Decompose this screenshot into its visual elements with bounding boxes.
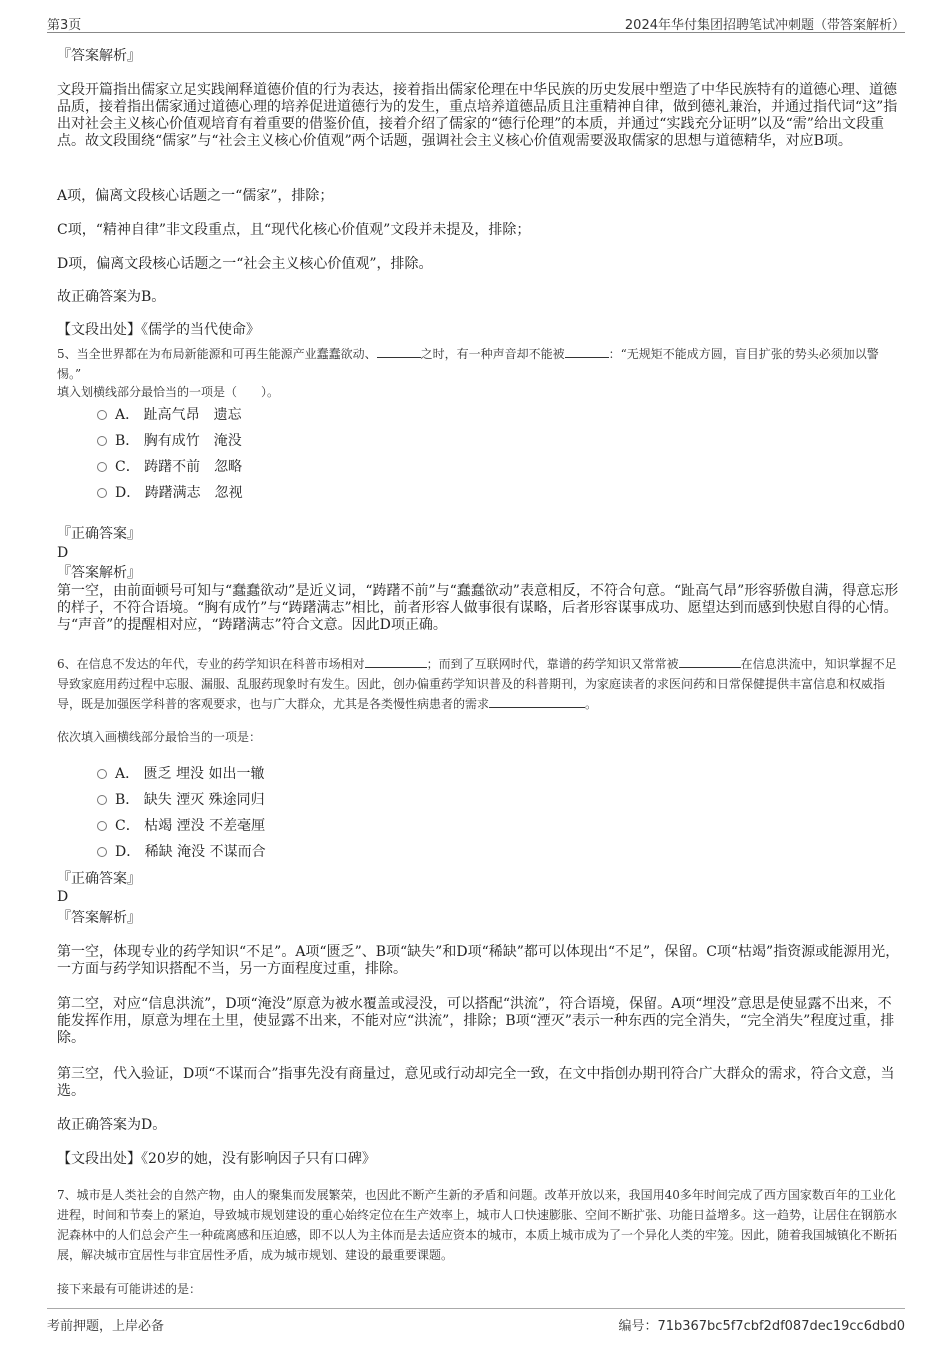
question-6-analysis-label: 『答案解析』 (57, 910, 141, 926)
question-6-instruction: 依次填入画横线部分最恰当的一项是： (57, 730, 262, 744)
question-7-stem: 7、城市是人类社会的自然产物，由人的聚集而发展繁荣，也因此不断产生新的矛盾和问题。改革开放以来，我国用40多年时间完成了西方国家数百年的工业化进程，时间和节奏上的紧迫，导致城市规划建设的重心始终定位在生产效率上，城市人口快速膨胀、空间不断扩张、功能日益增多。这一趋势，让居住在钢筋水泥森林中的人们总会产生一种疏离感和压迫感，即不以人为主体而是去适应资本的城市，本质上城市成为了一个异化人类的牢笼。因此，随着我国城镇化不断拓展，解决城市宜居性与非宜居性矛盾，成为城市规划、建设的最重要课题。 (57, 1188, 898, 1262)
question-5-option-c[interactable]: C． 踌躇不前 忽略 (97, 459, 242, 476)
question-5-instruction: 填入划横线部分最恰当的一项是（ ）。 (57, 385, 280, 399)
question-6-analysis-para-2: 第二空，对应“信息洪流”，D项“淹没”原意为被水覆盖或浸没，可以搭配“洪流”，符合语境，保留。A项“埋没”意思是使显露不出来，不能发挥作用，原意为埋在土里，使显露不出来，不能对应“洪流”，排除；B项“湮灭”表示一种东西的完全消失，“完全消失”程度过重，排除。 (57, 996, 895, 1046)
page-number: 第3页 (47, 18, 82, 33)
radio-icon[interactable] (97, 436, 107, 446)
analysis-label: 『答案解析』 (57, 48, 141, 64)
question-6-stem: 6、在信息不发达的年代，专业的药学知识在科普市场相对 ；而到了互联网时代，靠谱的药学知识又常常被 在信息洪流中，知识掌握不足导致家庭用药过程中忘服、漏服、乱服药现象时有发生。因此，创办偏重药学知识普及的科普期刊，为家庭读者的求医问药和日常保健提供丰富信息和权威指导，既是加强医学科普的客观要求，也与广大群众，尤其是各类慢性病患者的需求 。 (57, 657, 897, 711)
question-6-source: 【文段出处】《20岁的她，没有影响因子只有口碑》 (57, 1151, 376, 1167)
radio-icon[interactable] (97, 462, 107, 472)
question-6-answer: D (57, 889, 69, 905)
page-footer (47, 1308, 905, 1335)
question-6-option-b[interactable]: B． 缺失 湮灭 殊途同归 (97, 792, 265, 809)
radio-icon[interactable] (97, 795, 107, 805)
page-header (47, 10, 905, 33)
question-5-option-b[interactable]: B． 胸有成竹 淹没 (97, 433, 242, 450)
radio-icon[interactable] (97, 821, 107, 831)
question-5-stem: 5、当全世界都在为布局新能源和可再生能源产业蠢蠢欲动、 之时，有一种声音却不能被 ：“无规矩不能成方圆，盲目扩张的势头必须加以警惕。” (57, 347, 879, 381)
analysis-option-c: C项，“精神自律”非文段重点，且“现代化核心价值观”文段并未提及，排除； (57, 222, 531, 238)
question-5-analysis-label: 『答案解析』 (57, 565, 141, 581)
question-6-option-c[interactable]: C． 枯竭 湮没 不差毫厘 (97, 818, 265, 835)
question-5-answer-label: 『正确答案』 (57, 526, 141, 542)
blank (679, 655, 741, 668)
radio-icon[interactable] (97, 847, 107, 857)
document-id: 编号：71b367bc5f7cbf2df087dec19cc6dbd0 (618, 1319, 905, 1334)
analysis-conclusion: 故正确答案为B。 (57, 289, 166, 305)
analysis-option-a: A项，偏离文段核心话题之一“儒家”，排除； (57, 188, 334, 204)
radio-icon[interactable] (97, 769, 107, 779)
question-5-answer: D (57, 545, 69, 561)
blank (565, 345, 609, 358)
question-6-answer-label: 『正确答案』 (57, 871, 141, 887)
radio-icon[interactable] (97, 488, 107, 498)
document-title: 2024年华付集团招聘笔试冲刺题（带答案解析） (624, 18, 905, 33)
question-6-option-a[interactable]: A． 匮乏 埋没 如出一辙 (97, 766, 264, 783)
question-6-option-d[interactable]: D． 稀缺 淹没 不谋而合 (97, 844, 266, 861)
blank (377, 345, 421, 358)
question-7-instruction: 接下来最有可能讲述的是： (57, 1282, 202, 1296)
question-5-option-d[interactable]: D． 踌躇满志 忽视 (97, 485, 243, 502)
analysis-option-d: D项，偏离文段核心话题之一“社会主义核心价值观”，排除。 (57, 256, 433, 272)
question-6-analysis-para-3: 第三空，代入验证，D项“不谋而合”指事先没有商量过，意见或行动却完全一致，在文中指创办期刊符合广大群众的需求，符合文意，当选。 (57, 1066, 895, 1099)
radio-icon[interactable] (97, 410, 107, 420)
blank (365, 655, 427, 668)
footer-slogan: 考前押题，上岸必备 (47, 1319, 165, 1334)
blank (489, 695, 585, 708)
analysis-text: 文段开篇指出儒家立足实践阐释道德价值的行为表达，接着指出儒家伦理在中华民族的历史发展中塑造了中华民族特有的道德心理、道德品质，接着指出儒家通过道德心理的培养促进道德行为的发生，重点培养道德品质且注重精神自律，做到德礼兼治，并通过指代词“这”指出对社会主义核心价值观培育有着重要的借鉴价值，接着介绍了儒家的“德行伦理”的本质，并通过“实践充分证明”以及“需”给出文段重点。故文段围绕“儒家”与“社会主义核心价值观”两个话题，强调社会主义核心价值观需要汲取儒家的思想与道德精华，对应B项。 (57, 82, 898, 149)
question-5-option-a[interactable]: A． 趾高气昂 遗忘 (97, 407, 242, 424)
question-6-analysis-para-1: 第一空，体现专业的药学知识“不足”。A项“匮乏”、B项“缺失”和D项“稀缺”都可以体现出“不足”，保留。C项“枯竭”指资源或能源用光，一方面与药学知识搭配不当，另一方面程度过重，排除。 (57, 944, 900, 977)
question-6-conclusion: 故正确答案为D。 (57, 1117, 167, 1133)
question-5-analysis: 第一空，由前面顿号可知与“蠢蠢欲动”是近义词，“踌躇不前”与“蠢蠢欲动”表意相反，不符合句意。“趾高气昂”形容骄傲自满，得意忘形的样子，不符合语境。“胸有成竹”与“踌躇满志”相比，前者形容人做事很有谋略，后者形容谋事成功、愿望达到而感到快慰自得的心情。与“声音”的提醒相对应，“踌躇满志”符合文意。因此D项正确。 (57, 583, 899, 633)
analysis-source: 【文段出处】《儒学的当代使命》 (57, 322, 260, 338)
